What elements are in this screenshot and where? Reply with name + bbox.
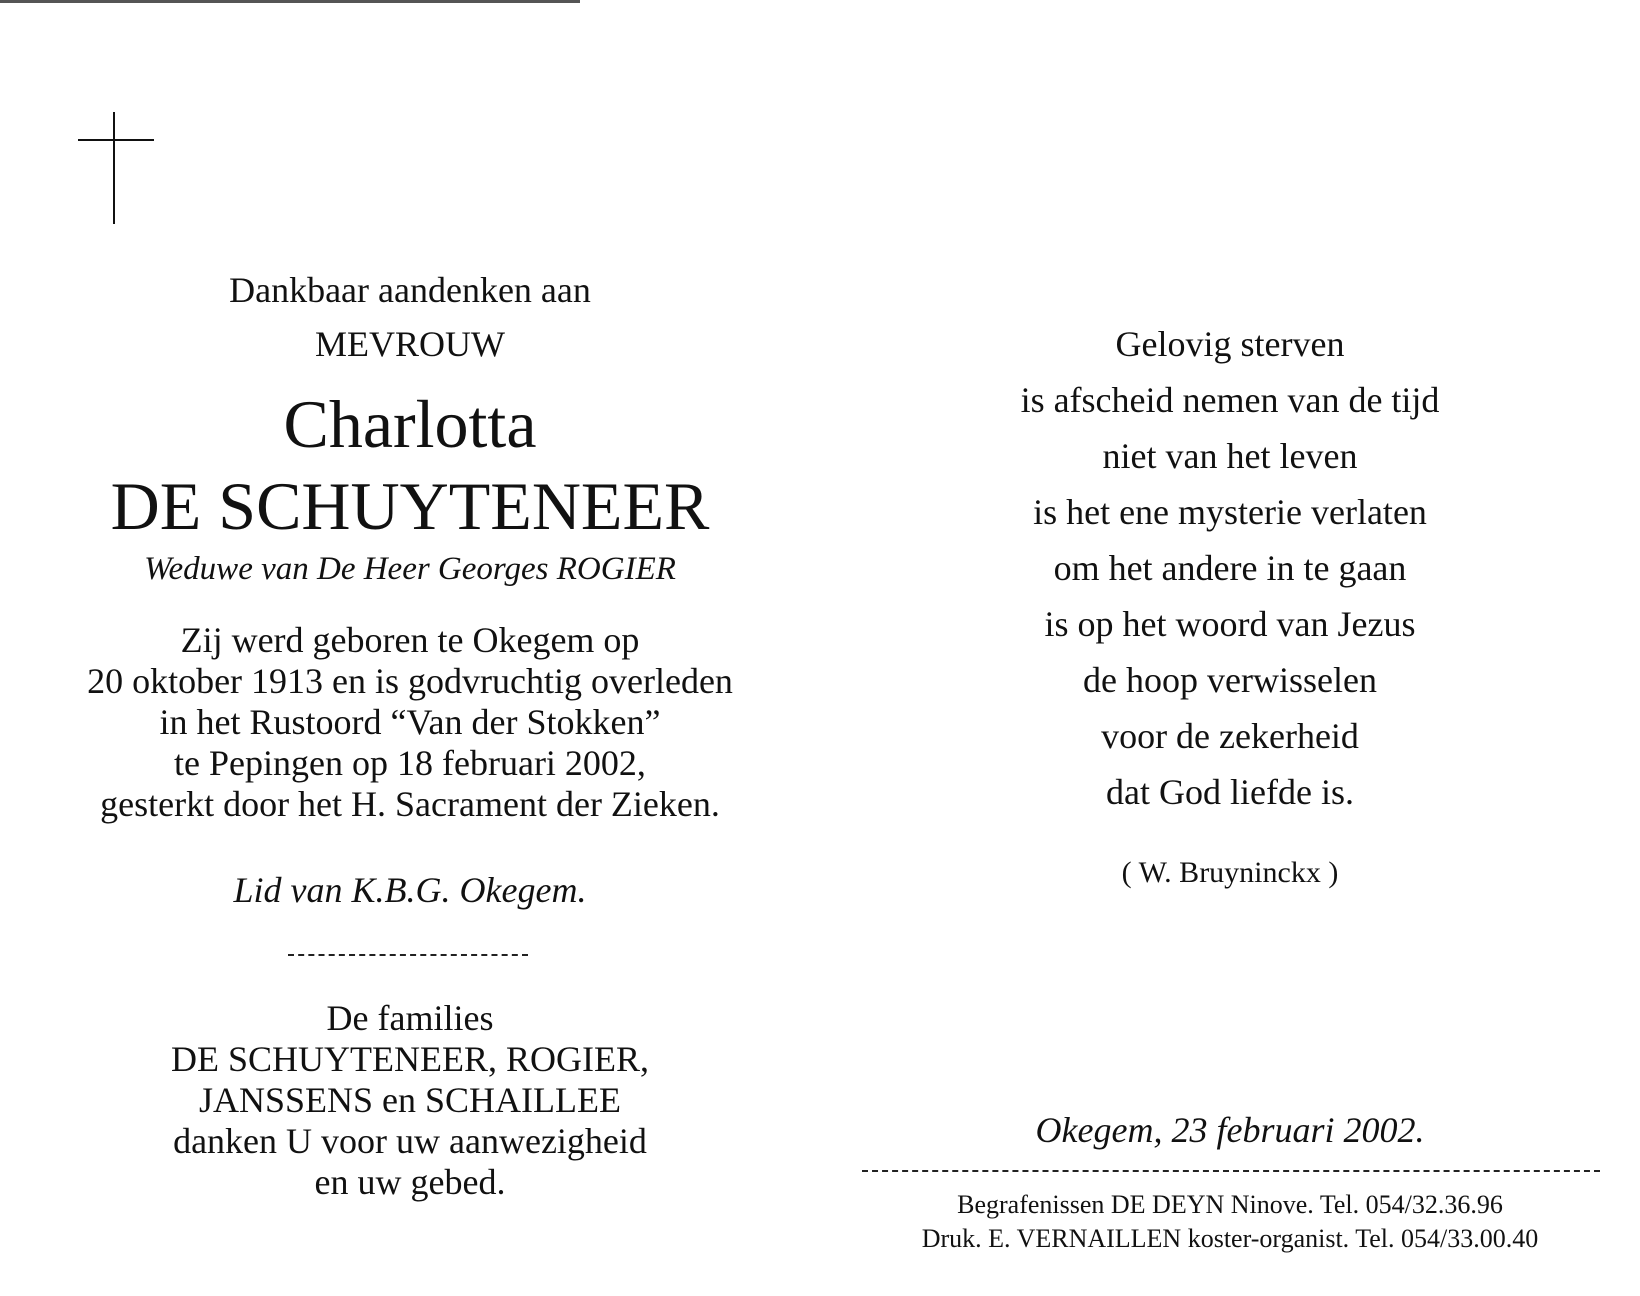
poem-line: dat God liefde is. <box>1106 772 1354 812</box>
families-line: en uw gebed. <box>314 1162 506 1202</box>
section-divider <box>288 954 528 956</box>
intro-text: Dankbaar aandenken aan <box>229 270 591 310</box>
bio-line: 20 oktober 1913 en is godvruchtig overleden <box>87 661 733 701</box>
last-name: DE SCHUYTENEER <box>110 468 710 544</box>
poem-line: is op het woord van Jezus <box>1044 604 1416 644</box>
place-date: Okegem, 23 februari 2002. <box>1035 1110 1425 1150</box>
footer-line: Begrafenissen DE DEYN Ninove. Tel. 054/32.36.96 <box>957 1190 1503 1219</box>
families-line: danken U voor uw aanwezigheid <box>173 1121 647 1161</box>
membership-line: Lid van K.B.G. Okegem. <box>233 870 587 910</box>
footer <box>860 0 1600 1296</box>
poem-author: ( W. Bruyninckx ) <box>1121 856 1339 889</box>
bio-line: te Pepingen op 18 februari 2002, <box>174 743 646 783</box>
poem-line: Gelovig sterven <box>1115 324 1345 364</box>
poem-line: is afscheid nemen van de tijd <box>1020 380 1440 420</box>
families-line: DE SCHUYTENEER, ROGIER, <box>171 1039 649 1079</box>
poem-line: om het andere in te gaan <box>1053 548 1407 588</box>
families-line: JANSSENS en SCHAILLEE <box>198 1080 621 1120</box>
families-line: De families <box>326 998 494 1038</box>
bio-line: in het Rustoord “Van der Stokken” <box>159 702 661 742</box>
poem-line: voor de zekerheid <box>1101 716 1359 756</box>
poem-line: de hoop verwisselen <box>1083 660 1377 700</box>
left-panel <box>40 0 780 1296</box>
footer-line: Druk. E. VERNAILLEN koster-organist. Tel. 054/33.00.40 <box>921 1224 1539 1253</box>
poem-line: niet van het leven <box>1102 436 1358 476</box>
poem-line: is het ene mysterie verlaten <box>1033 492 1427 532</box>
first-name: Charlotta <box>283 386 537 462</box>
title-text: MEVROUW <box>315 324 505 364</box>
bio-line: gesterkt door het H. Sacrament der Zieken. <box>100 784 720 824</box>
spouse-line: Weduwe van De Heer Georges ROGIER <box>144 551 676 587</box>
bio-line: Zij werd geboren te Okegem op <box>180 620 640 660</box>
